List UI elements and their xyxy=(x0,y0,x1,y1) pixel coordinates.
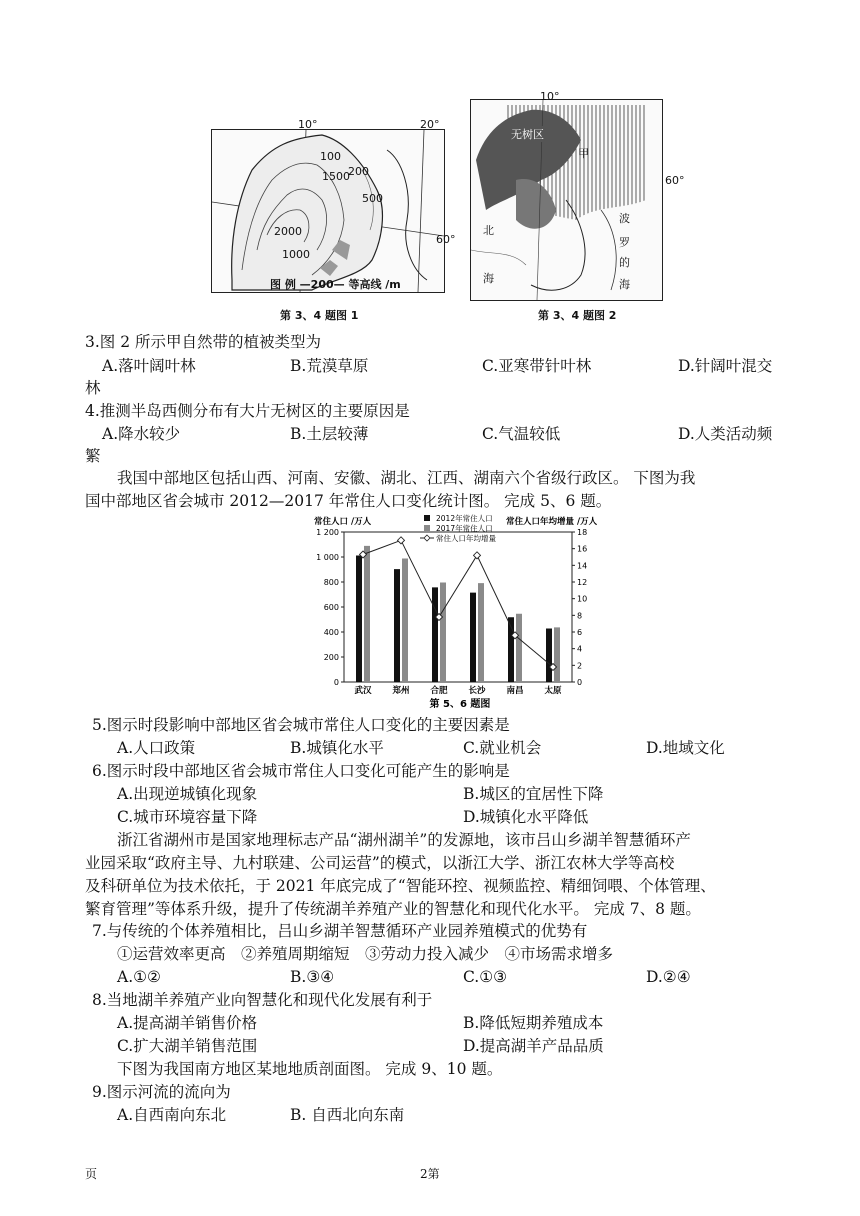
y-tick-label: 200 xyxy=(323,653,339,662)
q6-option-b: B.城区的宜居性下降 xyxy=(463,785,604,803)
bar-2017 xyxy=(402,559,408,683)
footer-page-number: 2第 xyxy=(420,1167,440,1181)
x-tick-label: 长沙 xyxy=(468,686,486,696)
map1-caption: 第 3、4 题图 1 xyxy=(280,309,359,322)
q8-option-b: B.降低短期养殖成本 xyxy=(463,1014,604,1032)
y2-tick-label: 18 xyxy=(577,528,588,537)
x-tick-label: 合肥 xyxy=(430,686,448,696)
q6-option-a: A.出现逆城镇化现象 xyxy=(117,785,258,803)
q7-option-a: A.①② xyxy=(117,968,161,986)
y-tick-label: 0 xyxy=(333,678,339,687)
y2-tick-label: 6 xyxy=(577,628,583,637)
intro-7-8-line-3: 及科研单位为技术依托，于 2021 年底完成了“智能环控、视频监控、精细饲喂、个体管理、 xyxy=(85,877,716,895)
x-tick-label: 太原 xyxy=(544,686,562,696)
q9-option-b: B. 自西北向东南 xyxy=(290,1106,405,1124)
map2-jia-label: 甲 xyxy=(578,147,589,160)
y2-tick-label: 10 xyxy=(577,594,588,604)
bar-2017 xyxy=(554,627,560,682)
map2-de-label: 的 xyxy=(619,256,630,269)
chart-caption: 第 5、6 题图 xyxy=(429,699,491,710)
question-7-stem: 7.与传统的个体养殖相比，吕山乡湖羊智慧循环产业园养殖模式的优势有 xyxy=(92,922,588,940)
bar-2017 xyxy=(364,546,370,682)
map-2-drawing xyxy=(471,100,662,300)
map-figure-2 xyxy=(470,99,663,301)
y2-tick-label: 8 xyxy=(577,611,583,621)
question-5-stem: 5.图示时段影响中部地区省会城市常住人口变化的主要因素是 xyxy=(92,716,510,734)
map1-legend: 图 例 —200— 等高线 /m xyxy=(270,278,401,291)
q4-option-c: C.气温较低 xyxy=(482,425,561,443)
bar-2017 xyxy=(516,614,522,682)
q8-option-d: D.提高湖羊产品品质 xyxy=(463,1037,604,1055)
q5-option-b: B.城镇化水平 xyxy=(290,739,384,757)
x-tick-label: 武汉 xyxy=(354,686,372,696)
y2-tick-label: 12 xyxy=(577,578,588,587)
map2-north-label: 北 xyxy=(483,224,494,237)
footer-left: 页 xyxy=(85,1167,98,1181)
map2-lon-10: 10° xyxy=(540,90,560,103)
map-figure-1 xyxy=(211,129,445,293)
y2-tick-label: 16 xyxy=(577,544,588,554)
map2-lat-60: 60° xyxy=(665,174,685,187)
map2-caption: 第 3、4 题图 2 xyxy=(538,309,617,322)
q7-option-d: D.②④ xyxy=(646,968,691,986)
legend-swatch xyxy=(424,525,430,531)
y-tick-label: 600 xyxy=(323,603,339,612)
x-tick-label: 南昌 xyxy=(506,686,524,696)
map1-contour-100: 100 xyxy=(320,150,341,163)
bar-2012 xyxy=(432,587,438,682)
question-3-stem: 3.图 2 所示甲自然带的植被类型为 xyxy=(85,333,322,351)
intro-7-8-line-2: 业园采取“政府主导、九村联建、公司运营”的模式，以浙江大学、浙江农林大学等高校 xyxy=(85,854,675,872)
intro-5-6-line-1: 我国中部地区包括山西、河南、安徽、湖北、江西、湖南六个省级行政区。 下图为我 xyxy=(117,469,696,487)
y-tick-label: 1 000 xyxy=(316,553,339,562)
y-tick-label: 400 xyxy=(323,628,339,637)
bar-2017 xyxy=(478,583,484,682)
question-8-stem: 8.当地湖羊养殖产业向智慧化和现代化发展有利于 xyxy=(92,991,433,1009)
y-tick-label: 800 xyxy=(323,578,339,587)
legend-label: 2017年常住人口 xyxy=(436,524,493,533)
q3-option-b: B.荒漠草原 xyxy=(290,357,369,375)
map1-contour-200: 200 xyxy=(348,165,369,178)
q4-option-d: D.人类活动频 xyxy=(678,425,773,443)
map2-hai-label: 海 xyxy=(619,278,630,291)
map1-lat-60: 60° xyxy=(436,233,456,246)
legend-label: 常住人口年均增量 xyxy=(436,534,496,543)
q7-option-c: C.①③ xyxy=(463,968,508,986)
map1-contour-1000: 1000 xyxy=(282,248,310,261)
y2-tick-label: 2 xyxy=(577,661,583,671)
q4-option-a: A.降水较少 xyxy=(102,425,181,443)
legend-label: 2012年常住人口 xyxy=(436,514,493,523)
question-9-stem: 9.图示河流的流向为 xyxy=(92,1083,231,1101)
intro-7-8-line-4: 繁育管理”等体系升级，提升了传统湖羊养殖产业的智慧化和现代化水平。 完成 7、8 题。 xyxy=(85,900,701,918)
intro-5-6-line-2: 国中部地区省会城市 2012—2017 年常住人口变化统计图。 完成 5、6 题。 xyxy=(85,492,612,510)
intro-9-10: 下图为我国南方地区某地地质剖面图。 完成 9、10 题。 xyxy=(117,1060,503,1078)
q7-option-b: B.③④ xyxy=(290,968,335,986)
map2-treeless-label: 无树区 xyxy=(511,128,544,141)
map1-contour-1500: 1500 xyxy=(322,170,350,183)
bar-2017 xyxy=(440,583,446,683)
q3-option-c: C.亚寒带针叶林 xyxy=(482,357,592,375)
question-4-stem: 4.推测半岛西侧分布有大片无树区的主要原因是 xyxy=(85,402,410,420)
x-tick-label: 郑州 xyxy=(392,686,410,696)
q3-option-d-wrap: 林 xyxy=(85,379,101,397)
q3-option-d: D.针阔叶混交 xyxy=(678,357,773,375)
growth-line xyxy=(363,540,553,667)
growth-point xyxy=(474,552,481,559)
bar-2012 xyxy=(470,593,476,682)
q5-option-c: C.就业机会 xyxy=(463,739,542,757)
q4-option-d-wrap: 繁 xyxy=(85,447,101,465)
map1-lon-10: 10° xyxy=(298,118,318,131)
q9-option-a: A.自西南向东北 xyxy=(117,1106,227,1124)
q4-option-b: B.土层较薄 xyxy=(290,425,369,443)
q3-option-a: A.落叶阔叶林 xyxy=(102,357,196,375)
growth-point xyxy=(398,537,405,544)
map1-lon-20: 20° xyxy=(420,118,440,131)
map1-contour-500: 500 xyxy=(362,192,383,205)
legend-swatch xyxy=(424,515,430,521)
y-tick-label: 1 200 xyxy=(316,528,339,537)
y2-axis-label: 常住人口年均增量 /万人 xyxy=(506,517,598,527)
population-chart xyxy=(310,512,610,712)
q8-option-c: C.扩大湖羊销售范围 xyxy=(117,1037,258,1055)
legend-marker xyxy=(424,535,430,541)
intro-7-8-line-1: 浙江省湖州市是国家地理标志产品“湖州湖羊”的发源地，该市吕山乡湖羊智慧循环产 xyxy=(117,831,691,849)
y2-tick-label: 0 xyxy=(577,678,583,687)
bar-2012 xyxy=(546,629,552,683)
q6-option-c: C.城市环境容量下降 xyxy=(117,808,258,826)
chart-plot-frame xyxy=(344,532,572,682)
q6-option-d: D.城镇化水平降低 xyxy=(463,808,589,826)
map2-sea-label: 海 xyxy=(483,272,494,285)
y2-tick-label: 14 xyxy=(577,561,588,571)
map2-luo-label: 罗 xyxy=(619,236,630,249)
q7-items: ①运营效率更高 ②养殖周期缩短 ③劳动力投入减少 ④市场需求增多 xyxy=(117,945,614,963)
q8-option-a: A.提高湖羊销售价格 xyxy=(117,1014,258,1032)
q5-option-d: D.地域文化 xyxy=(646,739,725,757)
bar-2012 xyxy=(356,556,362,683)
question-6-stem: 6.图示时段中部地区省会城市常住人口变化可能产生的影响是 xyxy=(92,762,510,780)
population-chart-svg xyxy=(310,512,610,712)
q5-option-a: A.人口政策 xyxy=(117,739,196,757)
map1-contour-2000: 2000 xyxy=(274,225,302,238)
y-axis-label: 常住人口 /万人 xyxy=(314,517,372,527)
map2-bo-label: 波 xyxy=(619,212,630,225)
bar-2012 xyxy=(394,569,400,682)
y2-tick-label: 4 xyxy=(577,644,583,654)
